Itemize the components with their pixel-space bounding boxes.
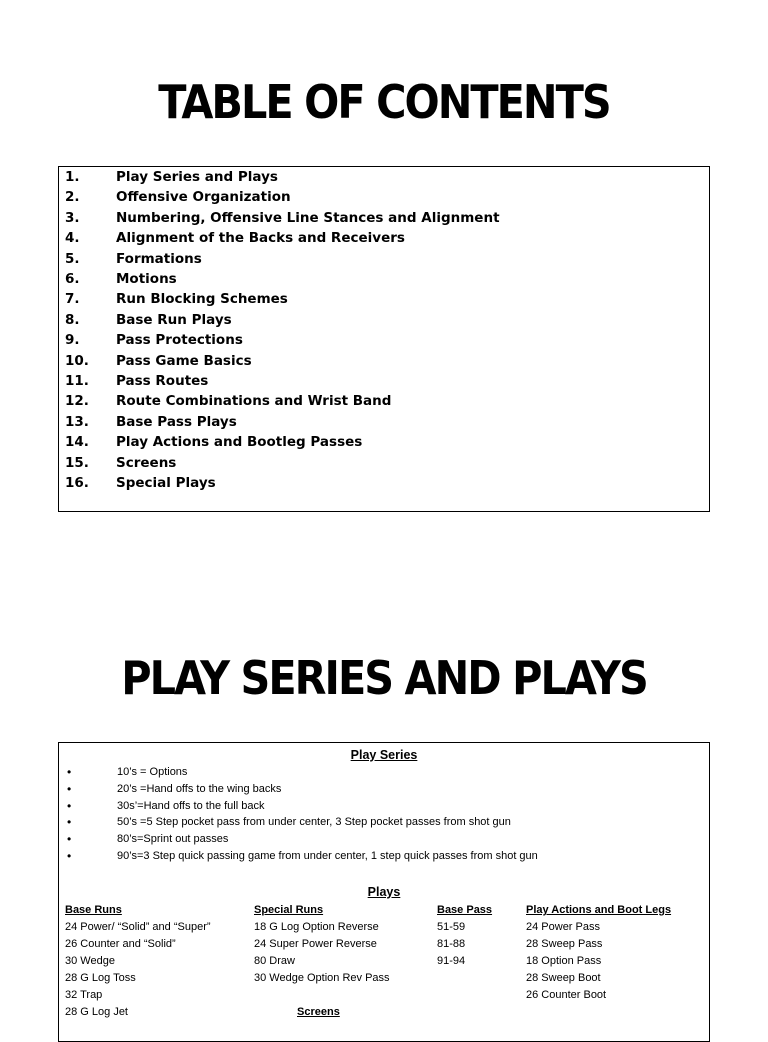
toc-item-number: 8. <box>65 311 80 328</box>
play-item: 24 Power/ “Solid” and “Super” <box>65 921 211 933</box>
toc-box <box>58 166 710 512</box>
series-item <box>59 831 709 848</box>
bullet-icon: • <box>67 815 72 830</box>
toc-item <box>65 351 252 371</box>
toc-item <box>65 310 232 330</box>
toc-title: TABLE OF CONTENTS <box>158 75 610 129</box>
toc-item-label: Motions <box>116 271 177 287</box>
toc-item <box>65 167 278 187</box>
toc-item-number: 16. <box>65 475 89 491</box>
series-item <box>59 848 709 865</box>
toc-item-number: 3. <box>65 209 80 226</box>
play-item: 30 Wedge Option Rev Pass <box>254 972 390 984</box>
play-item: 28 G Log Toss <box>65 972 136 984</box>
play-item: 32 Trap <box>65 989 103 1001</box>
base-pass-column <box>437 902 492 970</box>
column-heading: Play Actions and Boot Legs <box>526 904 672 916</box>
play-item: 26 Counter and “Solid” <box>65 938 176 950</box>
series-item-text: 20’s =Hand offs to the wing backs <box>117 782 282 795</box>
base-runs-column <box>65 902 211 1021</box>
series-item-text: 80’s=Sprint out passes <box>117 833 229 846</box>
toc-item-label: Pass Game Basics <box>116 352 252 369</box>
toc-item <box>65 432 362 452</box>
play-series-box <box>58 742 710 1042</box>
play-item: 24 Power Pass <box>526 921 600 933</box>
series-item-text: 30s’=Hand offs to the full back <box>117 799 265 812</box>
toc-item-number: 12. <box>65 393 89 410</box>
toc-item-label: Play Actions and Bootleg Passes <box>116 434 363 451</box>
bullet-icon: • <box>67 781 72 796</box>
play-item: 18 G Log Option Reverse <box>254 921 379 933</box>
toc-item-number: 4. <box>65 230 80 247</box>
toc-item-number: 2. <box>65 189 80 206</box>
toc-item <box>65 208 500 228</box>
toc-item-number: 11. <box>65 373 89 389</box>
play-item: 80 Draw <box>254 955 295 967</box>
column-heading: Base Pass <box>437 904 493 916</box>
play-item: 28 G Log Jet <box>65 1006 128 1018</box>
play-item: 18 Option Pass <box>526 955 602 967</box>
toc-item <box>65 453 176 473</box>
toc-item-number: 13. <box>65 413 89 430</box>
toc-item-label: Pass Routes <box>116 373 209 389</box>
toc-item-label: Run Blocking Schemes <box>116 291 288 308</box>
toc-item-number: 7. <box>65 291 80 308</box>
toc-item-number: 15. <box>65 454 89 471</box>
toc-item-number: 6. <box>65 271 80 287</box>
toc-item-label: Base Pass Plays <box>116 413 237 430</box>
play-actions-column <box>526 902 671 1004</box>
toc-item <box>65 269 177 289</box>
screens-heading: Screens <box>297 1006 340 1018</box>
play-item: 26 Counter Boot <box>526 989 607 1001</box>
toc-item <box>65 473 216 493</box>
toc-item-label: Route Combinations and Wrist Band <box>116 393 392 410</box>
series-item-text: 10’s = Options <box>117 766 188 778</box>
bullet-icon: • <box>67 849 72 863</box>
toc-item <box>65 289 288 309</box>
play-series-heading: Play Series <box>350 748 418 762</box>
play-item: 51-59 <box>437 921 466 933</box>
toc-item-label: Formations <box>116 250 202 267</box>
series-item <box>59 764 709 781</box>
toc-item-number: 10. <box>65 352 89 369</box>
series-item-text: 90’s=3 Step quick passing game from under center, 1 step quick passes from shot gun <box>117 850 538 862</box>
toc-item-label: Special Plays <box>116 475 216 491</box>
toc-item-label: Play Series and Plays <box>116 169 278 185</box>
toc-item <box>65 412 237 432</box>
special-runs-column <box>254 902 390 987</box>
series-item-text: 50’s =5 Step pocket pass from under center, 3 Step pocket passes from shot gun <box>117 816 511 829</box>
play-series-title: PLAY SERIES AND PLAYS <box>121 651 647 705</box>
bullet-icon: • <box>67 832 72 847</box>
play-item: 30 Wedge <box>65 955 115 967</box>
toc-item-number: 14. <box>65 434 89 451</box>
toc-item <box>65 371 208 391</box>
toc-item-number: 9. <box>65 332 80 349</box>
toc-item-number: 1. <box>65 169 80 185</box>
column-heading: Base Runs <box>65 904 122 916</box>
toc-item-label: Base Run Plays <box>116 311 232 328</box>
toc-item-label: Pass Protections <box>116 332 243 349</box>
bullet-icon: • <box>67 765 72 779</box>
toc-item-label: Screens <box>116 454 177 471</box>
column-heading: Special Runs <box>254 904 324 916</box>
toc-item-label: Alignment of the Backs and Receivers <box>116 230 405 247</box>
series-item <box>59 781 709 798</box>
play-item: 91-94 <box>437 955 466 967</box>
toc-item <box>65 330 243 350</box>
toc-item <box>65 187 291 207</box>
play-item: 28 Sweep Boot <box>526 972 601 984</box>
play-item: 28 Sweep Pass <box>526 938 603 950</box>
series-item <box>59 814 709 831</box>
series-item <box>59 798 709 815</box>
toc-item-number: 5. <box>65 250 80 267</box>
play-item: 24 Super Power Reverse <box>254 938 377 950</box>
toc-item <box>65 249 202 269</box>
toc-item-label: Offensive Organization <box>116 189 291 206</box>
bullet-icon: • <box>67 798 72 813</box>
toc-item <box>65 228 405 248</box>
play-item: 81-88 <box>437 938 466 950</box>
toc-item <box>65 391 391 411</box>
toc-item-label: Numbering, Offensive Line Stances and Alignment <box>116 209 500 226</box>
plays-heading: Plays <box>367 885 401 899</box>
